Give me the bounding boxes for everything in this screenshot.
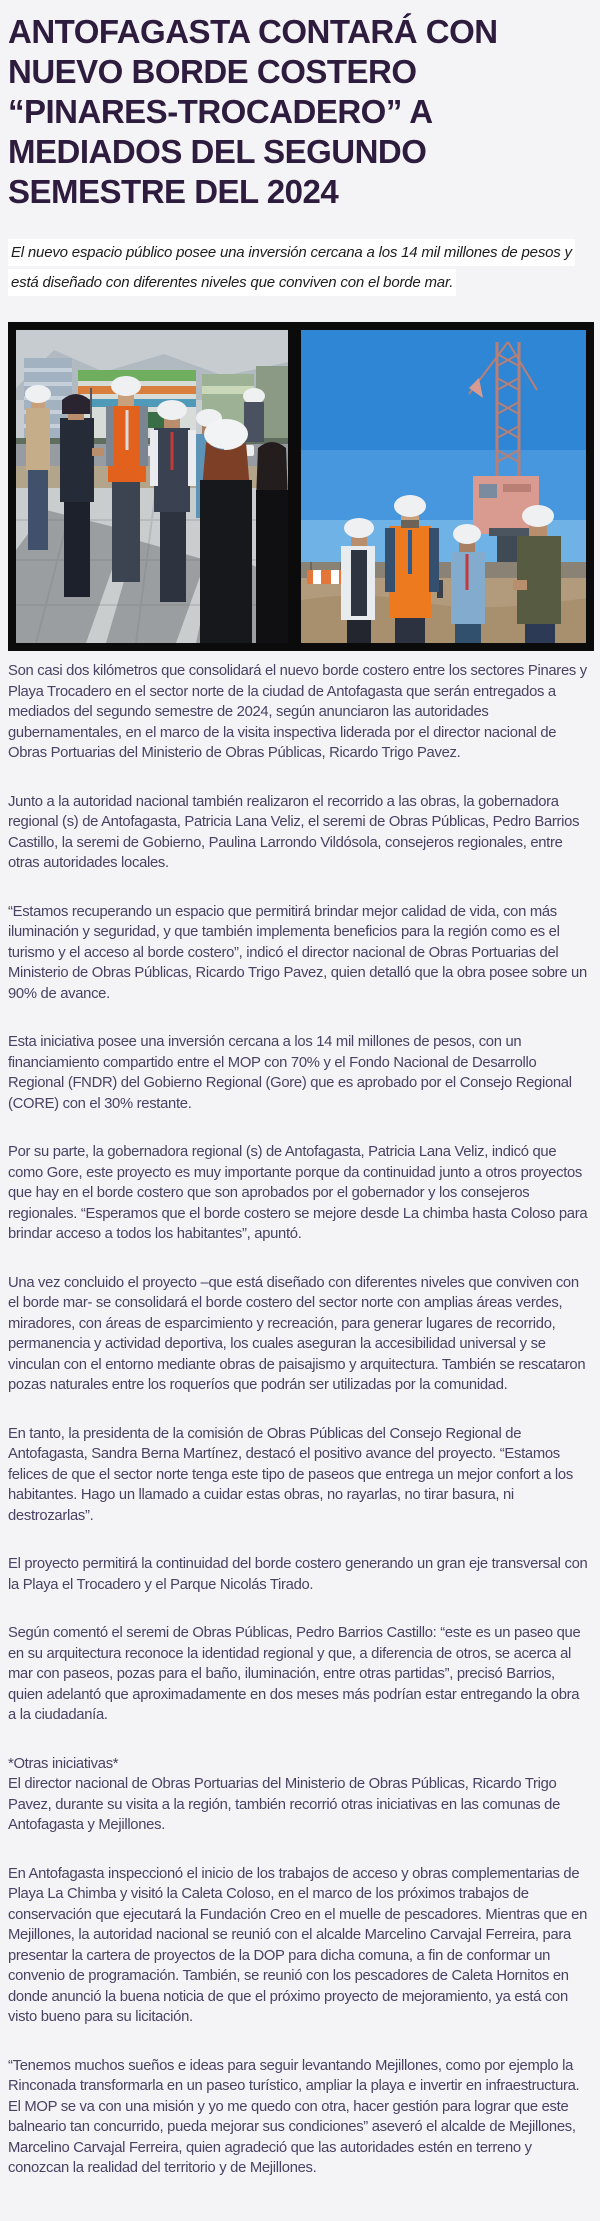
paragraph: Son casi dos kilómetros que consolidará el nuevo borde costero entre los sectores Pinares y Playa Trocadero en el sector norte de la ciudad de Antofagasta que serán entregados a mediados del segundo semestre de 2024, según anunciaron las autoridades gubernamentales, en el marco de la visita inspectiva liderada por el director nacional de Obras Portuarias del Ministerio de Obras Públicas, Ricardo Trigo Pavez. [8,663,587,761]
paragraph: “Estamos recuperando un espacio que permitirá brindar mejor calidad de vida, con más iluminación y seguridad, y que también implementa beneficios para la región como es el turismo y el acceso al borde costero”, indicó el director nacional de Obras Portuarias del Ministerio de Obras Públicas, Ricardo Trigo Pavez, quien detalló que la obra posee sobre un 90% de avance. [8,903,587,1002]
section-label: *Otras iniciativas* [8,1755,119,1772]
paragraph: Según comentó el seremi de Obras Públicas, Pedro Barrios Castillo: “este es un paseo que en su arquitectura reconoce la identidad regional y que, a diferencia de otros, se acerca al mar con paseos, pozas para el baño, iluminación, entre otras partidas”, precisó Barrios, quien adelantó que aproximadamente en dos meses más podrían estar entregando la obra a la ciudadanía. [8,1625,581,1723]
article-lede-text: El nuevo espacio público posee una inversión cercana a los 14 mil millones de pesos y está diseñado con diferentes niveles que conviven con el borde mar. [8,239,575,296]
photo-collage [8,322,594,651]
paragraph: En tanto, la presidenta de la comisión de Obras Públicas del Consejo Regional de Antofagasta, Sandra Berna Martínez, destacó el positivo avance del proyecto. “Estamos felices de que el sector norte tenga este tipo de paseos que entrega un mejor confort a los habitantes. Hago un llamado a cuidar estas obras, no rayarlas, no tirar basura, ni destrozarlas”. [8,1425,573,1524]
paragraph: En Antofagasta inspeccionó el inicio de los trabajos de acceso y obras complementarias de Playa La Chimba y visitó la Caleta Coloso, en el marco de los próximos trabajos de conservación que ejecutará la Fundación Creo en el muelle de pescadores. Mientras que en Mejillones, la autoridad nacional se reunió con el alcalde Marcelino Carvajal Ferreira, para presentar la cartera de proyectos de la DOP para dicha comuna, a fin de conformar un convenio de programación. También, se reunió con los pescadores de Caleta Hornitos en donde anunció la buena noticia de que el próximo proyecto de mejoramiento, ya está con visto bueno para su licitación. [8,1865,587,2025]
paragraph: Una vez concluido el proyecto –que está diseñado con diferentes niveles que conviven con el borde mar- se consolidará el borde costero del sector norte con amplias áreas verdes, miradores, con áreas de esparcimiento y recreación, para generar lugares de recorrido, permanencia y actividad deportiva, los cuales aseguran la accesibilidad universal y se vinculan con el entorno mediante obras de paisajismo y arquitectura. También se rescataron pozas naturales entre los roqueríos que podrán ser utilizadas por la comunidad. [8,1274,586,1393]
port-crane-photo [301,330,586,643]
article-body [8,661,590,2179]
paragraph: Por su parte, la gobernadora regional (s) de Antofagasta, Patricia Lana Veliz, indicó que como Gore, este proyecto es muy importante porque da continuidad junto a otros proyectos que hay en el borde costero que son aprobados por el gobernador y los consejeros regionales. “Esperamos que el borde costero se mejore desde La chimba hasta Coloso para brindar acceso a todos los habitantes”, apuntó. [8,1144,588,1242]
paragraph: El proyecto permitirá la continuidad del borde costero generando un gran eje transversal con la Playa el Trocadero y el Parque Nicolás Tirado. [8,1556,588,1593]
site-visit-photo [16,330,288,643]
article-lede [8,238,590,298]
article-title: ANTOFAGASTA CONTARÁ CON NUEVO BORDE COSTERO “PINARES-TROCADERO” A MEDIADOS DEL SEGUNDO SEMESTRE DEL 2024 [8,13,498,210]
paragraph: Junto a la autoridad nacional también realizaron el recorrido a las obras, la gobernadora regional (s) de Antofagasta, Patricia Lana Veliz, el seremi de Obras Públicas, Pedro Barrios Castillo, la seremi de Gobierno, Paulina Larrondo Vildósola, consejeros regionales, entre otras autoridades locales. [8,793,580,871]
paragraph: “Tenemos muchos sueños e ideas para seguir levantando Mejillones, como por ejemplo la Rinconada transformarla en un paseo turístico, ampliar la playa e invertir en infraestructura. El MOP se va con una misión y yo me quedo con otra, hacer gestión para lograr que este balneario tan concurrido, pueda mejorar sus condiciones” aseveró el alcalde de Mejillones, Marcelino Carvajal Ferreira, quien agradeció que las autoridades estén en terreno y conozcan la realidad del territorio y de Mejillones. [8,2057,580,2176]
paragraph: Esta iniciativa posee una inversión cercana a los 14 mil millones de pesos, con un financiamiento compartido entre el MOP con 70% y el Fondo Nacional de Desarrollo Regional (FNDR) del Gobierno Regional (Gore) que es aprobado por el Consejo Regional (CORE) con el 30% restante. [8,1034,572,1112]
paragraph: El director nacional de Obras Portuarias del Ministerio de Obras Públicas, Ricardo Trigo Pavez, durante su visita a la región, también recorrió otras iniciativas en las comunas de Antofagasta y Mejillones. [8,1776,561,1833]
